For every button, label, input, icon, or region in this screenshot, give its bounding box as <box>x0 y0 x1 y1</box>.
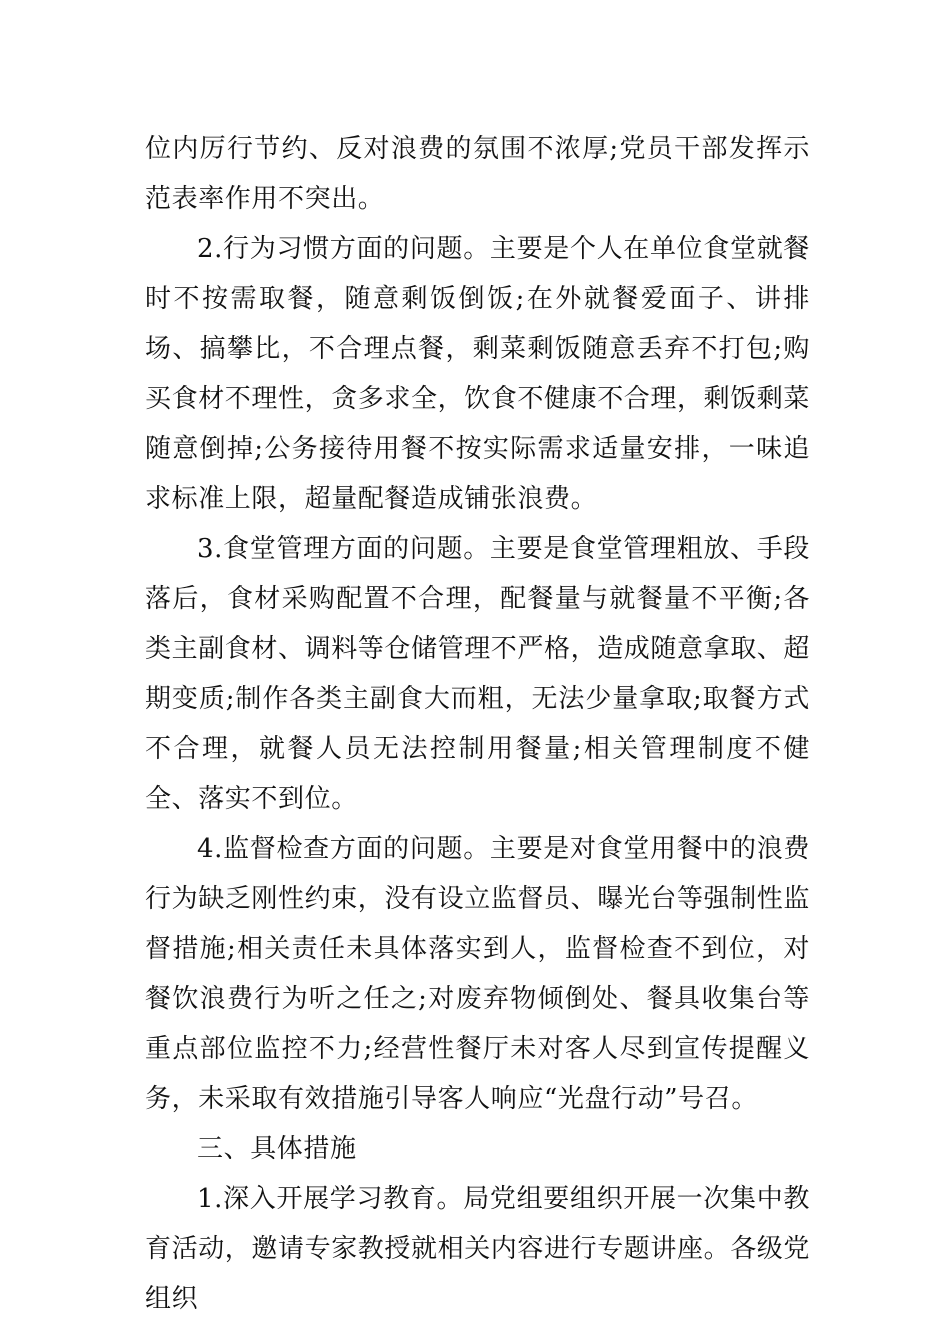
paragraph-canteen-management: 3.食堂管理方面的问题。主要是食堂管理粗放、手段落后，食材采购配置不合理，配餐量与就餐量不平衡;各类主副食材、调料等仓储管理不严格，造成随意拿取、超期变质;制作各类主副食大而粗，无法少量拿取;取餐方式不合理，就餐人员无法控制用餐量;相关管理制度不健全、落实不到位。 <box>145 534 811 814</box>
paragraph-supervision-inspection: 4.监督检查方面的问题。主要是对食堂用餐中的浪费行为缺乏刚性约束，没有设立监督员、曝光台等强制性监督措施;相关责任未具体落实到人，监督检查不到位，对餐饮浪费行为听之任之;对废弃物倾倒处、餐具收集台等重点部位监控不力;经营性餐厅未对客人尽到宣传提醒义务，未采取有效措施引导客人响应“光盘行动”号召。 <box>145 834 811 1114</box>
paragraph-learning-education: 1.深入开展学习教育。局党组要组织开展一次集中教育活动，邀请专家教授就相关内容进行专题讲座。各级党组织 <box>145 1184 811 1314</box>
paragraph-behavior-habits: 2.行为习惯方面的问题。主要是个人在单位食堂就餐时不按需取餐，随意剩饭倒饭;在外就餐爱面子、讲排场、搞攀比，不合理点餐，剩菜剩饭随意丢弃不打包;购买食材不理性，贪多求全，饮食不健康不合理，剩饭剩菜随意倒掉;公务接待用餐不按实际需求适量安排，一味追求标准上限，超量配餐造成铺张浪费。 <box>145 234 811 514</box>
paragraph-continuation: 位内厉行节约、反对浪费的氛围不浓厚;党员干部发挥示范表率作用不突出。 <box>145 134 810 214</box>
body-text <box>145 124 810 1324</box>
section-heading-measures: 三、具体措施 <box>197 1134 357 1164</box>
